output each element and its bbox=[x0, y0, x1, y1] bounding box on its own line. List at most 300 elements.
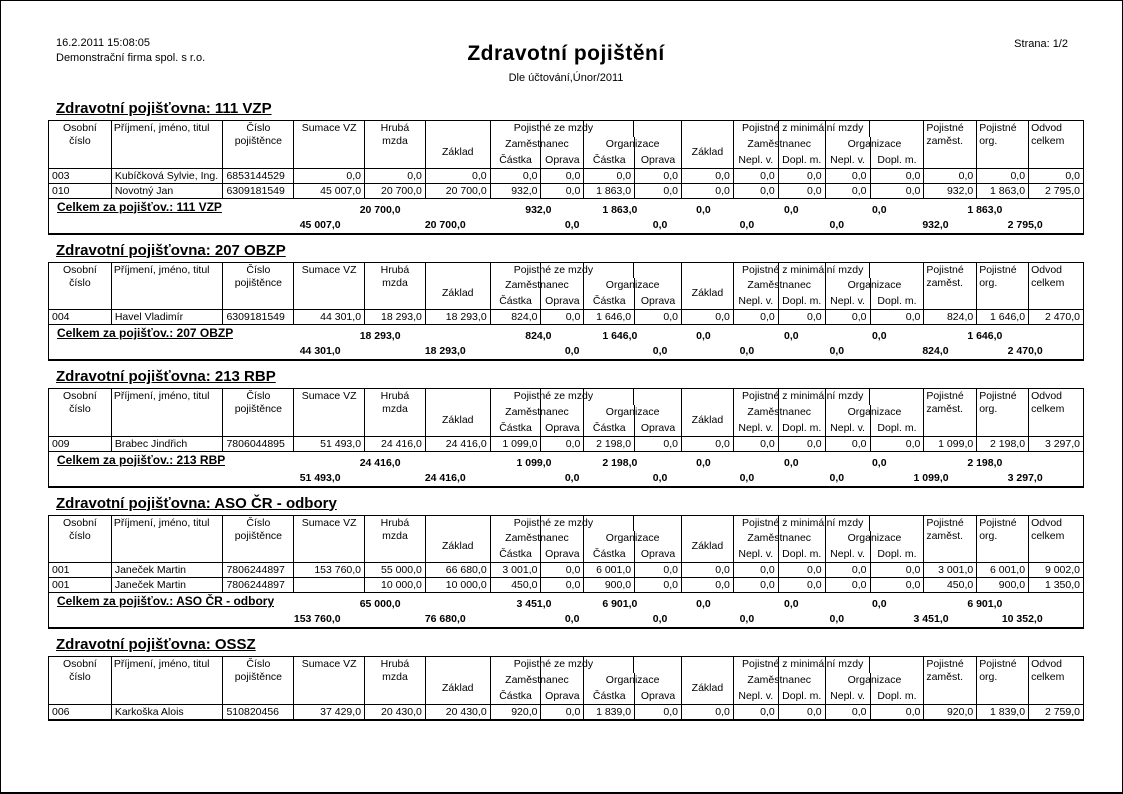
employee-cell: 824,0 bbox=[490, 310, 541, 325]
col-group-zamestnanec-mzda: Zaměstnanec bbox=[490, 278, 584, 294]
employee-cell: 0,0 bbox=[682, 183, 734, 198]
totals-row bbox=[49, 451, 1084, 487]
col-header-oprava-zam: Oprava bbox=[541, 153, 584, 169]
col-group-pojistne-z-min-mzdy: Pojistné z minimální mzdy bbox=[682, 657, 924, 673]
col-header-zaklad-min: Základ bbox=[682, 137, 734, 169]
totals-value: 3 451,0 bbox=[516, 598, 552, 610]
table-body bbox=[49, 563, 1084, 593]
employee-cell: 0,0 bbox=[635, 704, 682, 720]
totals-cell bbox=[49, 198, 1084, 234]
employee-row bbox=[49, 310, 1084, 325]
col-header-hruba-mzda: Hrubá mzda bbox=[365, 515, 426, 563]
col-header-dopl-m-zam: Dopl. m. bbox=[778, 153, 825, 169]
employee-cell: 0,0 bbox=[778, 310, 825, 325]
employee-cell: 0,0 bbox=[733, 183, 778, 198]
col-header-hruba-mzda: Hrubá mzda bbox=[365, 262, 426, 310]
col-header-dopl-m-org: Dopl. m. bbox=[870, 294, 924, 310]
section-heading: Zdravotní pojišťovna: OSSZ bbox=[56, 636, 256, 653]
totals-label: Celkem za pojišťov.: 207 OBZP bbox=[57, 326, 234, 340]
employee-cell: 44 301,0 bbox=[294, 310, 365, 325]
employee-cell: 0,0 bbox=[825, 168, 870, 183]
employee-row bbox=[49, 578, 1084, 593]
col-header-zaklad-min: Základ bbox=[682, 673, 734, 705]
totals-line-1 bbox=[49, 593, 1083, 612]
employee-cell: 0,0 bbox=[425, 168, 490, 183]
col-header-castka-org: Částka bbox=[584, 421, 635, 437]
col-header-oprava-org: Oprava bbox=[635, 421, 682, 437]
employee-cell: 0,0 bbox=[825, 183, 870, 198]
totals-value: 1 863,0 bbox=[967, 203, 1003, 216]
totals-value: 3 451,0 bbox=[913, 613, 949, 625]
employee-cell: 0,0 bbox=[870, 436, 924, 451]
table-foot bbox=[49, 451, 1084, 487]
employee-cell: 10 000,0 bbox=[365, 578, 426, 593]
employee-cell: 3 001,0 bbox=[924, 563, 977, 578]
employee-cell: 0,0 bbox=[541, 436, 584, 451]
totals-value: 0,0 bbox=[871, 598, 887, 610]
table-foot bbox=[49, 198, 1084, 234]
table-head bbox=[49, 262, 1084, 310]
employee-cell: 1 863,0 bbox=[977, 183, 1029, 198]
table-header-row-1 bbox=[49, 121, 1084, 137]
totals-value: 0,0 bbox=[829, 345, 845, 357]
col-header-sumace-vz: Sumace VZ bbox=[294, 262, 365, 310]
employee-cell: Novotný Jan bbox=[111, 183, 223, 198]
employee-cell: 0,0 bbox=[778, 704, 825, 720]
col-header-dopl-m-org: Dopl. m. bbox=[870, 689, 924, 705]
col-header-castka-zam: Částka bbox=[490, 153, 541, 169]
employee-cell: 66 680,0 bbox=[425, 563, 490, 578]
col-header-zaklad-mzda: Základ bbox=[425, 405, 490, 437]
col-header-castka-zam: Částka bbox=[490, 421, 541, 437]
employee-cell: 0,0 bbox=[778, 563, 825, 578]
totals-value: 1 646,0 bbox=[602, 330, 638, 342]
totals-value: 0,0 bbox=[784, 203, 799, 216]
employee-cell: 0,0 bbox=[870, 704, 924, 720]
totals-value: 0,0 bbox=[739, 218, 755, 231]
col-header-pojistne-org: Pojistné org. bbox=[977, 121, 1029, 169]
employee-cell: 0,0 bbox=[682, 578, 734, 593]
col-header-zaklad-min: Základ bbox=[682, 405, 734, 437]
table-body bbox=[49, 436, 1084, 451]
col-header-nepl-v-org: Nepl. v. bbox=[825, 547, 870, 563]
employee-cell: 0,0 bbox=[733, 436, 778, 451]
col-header-osobni-cislo: Osobní číslo bbox=[49, 389, 112, 437]
col-group-organizace-min: Organizace bbox=[825, 137, 924, 153]
table-header-row-1 bbox=[49, 389, 1084, 405]
col-header-nepl-v-zam: Nepl. v. bbox=[733, 689, 778, 705]
employee-cell: 001 bbox=[49, 578, 112, 593]
table-foot bbox=[49, 325, 1084, 361]
col-header-osobni-cislo: Osobní číslo bbox=[49, 262, 112, 310]
employee-cell: 010 bbox=[49, 183, 112, 198]
employee-cell: 0,0 bbox=[682, 310, 734, 325]
totals-value: 0,0 bbox=[871, 330, 887, 342]
table-header-row-1 bbox=[49, 657, 1084, 673]
col-group-organizace-min: Organizace bbox=[825, 531, 924, 547]
employee-cell: 51 493,0 bbox=[294, 436, 365, 451]
col-header-zaklad-mzda: Základ bbox=[425, 278, 490, 310]
totals-row bbox=[49, 325, 1084, 361]
employee-cell: 1 863,0 bbox=[584, 183, 635, 198]
col-header-oprava-zam: Oprava bbox=[541, 294, 584, 310]
employee-cell: 0,0 bbox=[733, 310, 778, 325]
employee-cell: Karkoška Alois bbox=[111, 704, 223, 720]
col-header-hruba-mzda: Hrubá mzda bbox=[365, 657, 426, 705]
col-header-cislo-pojistence: Číslo pojištěnce bbox=[223, 121, 294, 169]
insurance-table bbox=[48, 120, 1084, 235]
col-header-oprava-zam: Oprava bbox=[541, 421, 584, 437]
report-title: Zdravotní pojištění bbox=[467, 42, 665, 65]
employee-cell: 0,0 bbox=[825, 704, 870, 720]
employee-cell: 0,0 bbox=[825, 578, 870, 593]
report-datetime: 16.2.2011 15:08:05 bbox=[56, 37, 150, 49]
table-head bbox=[49, 657, 1084, 705]
employee-cell: 004 bbox=[49, 310, 112, 325]
col-group-zamestnanec-min: Zaměstnanec bbox=[733, 137, 825, 153]
totals-value: 0,0 bbox=[696, 456, 711, 469]
col-header-pojistne-org: Pojistné org. bbox=[977, 657, 1029, 705]
employee-cell: 6309181549 bbox=[223, 310, 294, 325]
col-header-zaklad-mzda: Základ bbox=[425, 531, 490, 563]
totals-value: 824,0 bbox=[525, 330, 552, 342]
col-group-pojistne-z-min-mzdy: Pojistné z minimální mzdy bbox=[682, 389, 924, 405]
totals-value: 24 416,0 bbox=[424, 471, 466, 484]
employee-cell: 0,0 bbox=[825, 310, 870, 325]
col-header-hruba-mzda: Hrubá mzda bbox=[365, 389, 426, 437]
employee-cell: 0,0 bbox=[541, 578, 584, 593]
totals-value: 1 863,0 bbox=[602, 203, 638, 216]
employee-cell: 900,0 bbox=[977, 578, 1029, 593]
employee-cell: 0,0 bbox=[682, 563, 734, 578]
col-group-zamestnanec-min: Zaměstnanec bbox=[733, 405, 825, 421]
col-header-cislo-pojistence: Číslo pojištěnce bbox=[223, 515, 294, 563]
report-header bbox=[48, 35, 1084, 93]
totals-value: 0,0 bbox=[784, 598, 799, 610]
employee-cell: 900,0 bbox=[584, 578, 635, 593]
totals-value: 1 099,0 bbox=[516, 456, 552, 469]
totals-value: 2 198,0 bbox=[967, 456, 1003, 469]
totals-value: 6 901,0 bbox=[967, 598, 1003, 610]
totals-value: 0,0 bbox=[652, 613, 668, 625]
col-header-nepl-v-zam: Nepl. v. bbox=[733, 153, 778, 169]
totals-value: 153 760,0 bbox=[293, 613, 341, 625]
col-group-zamestnanec-mzda: Zaměstnanec bbox=[490, 531, 584, 547]
employee-cell: 0,0 bbox=[778, 436, 825, 451]
totals-value: 20 700,0 bbox=[424, 218, 466, 231]
employee-row bbox=[49, 563, 1084, 578]
totals-cell bbox=[49, 451, 1084, 487]
col-header-pojistne-zamest: Pojistné zaměst. bbox=[924, 121, 977, 169]
totals-value: 51 493,0 bbox=[299, 471, 341, 484]
col-header-prijmeni: Příjmení, jméno, titul bbox=[111, 515, 223, 563]
col-header-dopl-m-zam: Dopl. m. bbox=[778, 294, 825, 310]
col-header-osobni-cislo: Osobní číslo bbox=[49, 515, 112, 563]
totals-value: 2 470,0 bbox=[1007, 345, 1043, 357]
col-header-nepl-v-org: Nepl. v. bbox=[825, 153, 870, 169]
totals-value: 0,0 bbox=[696, 330, 711, 342]
insurance-section bbox=[48, 368, 1084, 488]
totals-line-2 bbox=[49, 612, 1083, 627]
employee-cell: 37 429,0 bbox=[294, 704, 365, 720]
col-group-organizace-mzda: Organizace bbox=[584, 278, 682, 294]
employee-cell: 0,0 bbox=[1029, 168, 1084, 183]
employee-cell: 18 293,0 bbox=[425, 310, 490, 325]
totals-value: 18 293,0 bbox=[424, 345, 466, 357]
employee-cell: 0,0 bbox=[870, 310, 924, 325]
totals-value: 2 198,0 bbox=[602, 456, 638, 469]
page-number: Strana: 1/2 bbox=[1014, 38, 1068, 50]
totals-value: 0,0 bbox=[739, 613, 755, 625]
col-header-sumace-vz: Sumace VZ bbox=[294, 121, 365, 169]
col-header-nepl-v-zam: Nepl. v. bbox=[733, 547, 778, 563]
employee-cell: 932,0 bbox=[490, 183, 541, 198]
employee-cell: 920,0 bbox=[924, 704, 977, 720]
col-header-nepl-v-zam: Nepl. v. bbox=[733, 421, 778, 437]
section-heading: Zdravotní pojišťovna: 207 OBZP bbox=[56, 241, 286, 259]
col-header-sumace-vz: Sumace VZ bbox=[294, 657, 365, 705]
employee-cell: 1 839,0 bbox=[977, 704, 1029, 720]
totals-value: 1 099,0 bbox=[913, 471, 949, 484]
employee-cell: 0,0 bbox=[635, 168, 682, 183]
employee-cell: 10 000,0 bbox=[425, 578, 490, 593]
employee-cell: 6 001,0 bbox=[977, 563, 1029, 578]
col-header-zaklad-mzda: Základ bbox=[425, 673, 490, 705]
totals-label: Celkem za pojišťov.: ASO ČR - odbory bbox=[57, 594, 275, 608]
totals-value: 0,0 bbox=[829, 218, 845, 231]
employee-cell: 0,0 bbox=[541, 704, 584, 720]
table-header-row-1 bbox=[49, 262, 1084, 278]
employee-cell: 0,0 bbox=[778, 578, 825, 593]
employee-cell: 0,0 bbox=[541, 563, 584, 578]
employee-cell: Brabec Jindřich bbox=[111, 436, 223, 451]
table-header-row-1 bbox=[49, 515, 1084, 531]
col-header-odvod-celkem: Odvod celkem bbox=[1029, 389, 1084, 437]
col-group-organizace-min: Organizace bbox=[825, 405, 924, 421]
col-group-pojistne-ze-mzdy: Pojistné ze mzdy bbox=[425, 389, 681, 405]
totals-value: 0,0 bbox=[564, 218, 580, 231]
employee-cell: 450,0 bbox=[490, 578, 541, 593]
employee-cell: 0,0 bbox=[825, 436, 870, 451]
col-group-organizace-min: Organizace bbox=[825, 278, 924, 294]
col-header-pojistne-org: Pojistné org. bbox=[977, 515, 1029, 563]
totals-value: 0,0 bbox=[739, 471, 755, 484]
employee-cell: 20 430,0 bbox=[365, 704, 426, 720]
report-subtitle: Dle účtování,Únor/2011 bbox=[508, 72, 624, 84]
employee-cell: 2 795,0 bbox=[1029, 183, 1084, 198]
col-header-castka-org: Částka bbox=[584, 547, 635, 563]
sections-container bbox=[48, 100, 1084, 721]
employee-cell: 2 470,0 bbox=[1029, 310, 1084, 325]
employee-cell: 0,0 bbox=[584, 168, 635, 183]
totals-value: 0,0 bbox=[871, 203, 887, 216]
employee-cell: 18 293,0 bbox=[365, 310, 426, 325]
col-header-oprava-org: Oprava bbox=[635, 294, 682, 310]
col-header-osobni-cislo: Osobní číslo bbox=[49, 657, 112, 705]
col-header-hruba-mzda: Hrubá mzda bbox=[365, 121, 426, 169]
employee-cell: 0,0 bbox=[825, 563, 870, 578]
employee-cell: 0,0 bbox=[870, 168, 924, 183]
col-header-nepl-v-org: Nepl. v. bbox=[825, 421, 870, 437]
col-group-pojistne-z-min-mzdy: Pojistné z minimální mzdy bbox=[682, 121, 924, 137]
employee-cell: 1 839,0 bbox=[584, 704, 635, 720]
totals-line-2 bbox=[49, 471, 1083, 486]
employee-cell: 0,0 bbox=[682, 704, 734, 720]
employee-cell: 7806244897 bbox=[223, 578, 294, 593]
col-header-odvod-celkem: Odvod celkem bbox=[1029, 121, 1084, 169]
col-group-organizace-mzda: Organizace bbox=[584, 531, 682, 547]
col-group-pojistne-ze-mzdy: Pojistné ze mzdy bbox=[425, 657, 681, 673]
col-group-organizace-mzda: Organizace bbox=[584, 405, 682, 421]
employee-cell: 0,0 bbox=[635, 563, 682, 578]
employee-cell: Kubíčková Sylvie, Ing. bbox=[111, 168, 223, 183]
employee-cell: 0,0 bbox=[924, 168, 977, 183]
col-header-castka-zam: Částka bbox=[490, 294, 541, 310]
employee-row bbox=[49, 704, 1084, 720]
employee-cell: 20 700,0 bbox=[365, 183, 426, 198]
totals-line-2 bbox=[49, 344, 1083, 359]
col-header-pojistne-org: Pojistné org. bbox=[977, 389, 1029, 437]
employee-cell: 1 350,0 bbox=[1029, 578, 1084, 593]
col-header-dopl-m-zam: Dopl. m. bbox=[778, 421, 825, 437]
totals-line-1 bbox=[49, 199, 1083, 218]
employee-cell: 009 bbox=[49, 436, 112, 451]
employee-cell bbox=[294, 578, 365, 593]
section-heading: Zdravotní pojišťovna: 213 RBP bbox=[56, 368, 276, 385]
insurance-table bbox=[48, 262, 1084, 362]
employee-cell: 7806044895 bbox=[223, 436, 294, 451]
totals-value: 932,0 bbox=[922, 218, 949, 231]
report-meta bbox=[56, 36, 205, 66]
employee-row bbox=[49, 168, 1084, 183]
section-heading: Zdravotní pojišťovna: 111 VZP bbox=[56, 100, 272, 117]
col-header-castka-org: Částka bbox=[584, 689, 635, 705]
col-header-oprava-org: Oprava bbox=[635, 547, 682, 563]
employee-cell: 450,0 bbox=[924, 578, 977, 593]
col-header-pojistne-org: Pojistné org. bbox=[977, 262, 1029, 310]
employee-row bbox=[49, 183, 1084, 198]
employee-cell: 0,0 bbox=[733, 704, 778, 720]
totals-row bbox=[49, 198, 1084, 234]
employee-cell: 0,0 bbox=[977, 168, 1029, 183]
col-group-organizace-mzda: Organizace bbox=[584, 137, 682, 153]
table-body bbox=[49, 704, 1084, 720]
col-group-zamestnanec-min: Zaměstnanec bbox=[733, 278, 825, 294]
employee-cell: 0,0 bbox=[870, 578, 924, 593]
totals-value: 44 301,0 bbox=[299, 345, 341, 357]
employee-cell: 510820456 bbox=[223, 704, 294, 720]
insurance-section bbox=[48, 242, 1084, 362]
employee-cell: 20 430,0 bbox=[425, 704, 490, 720]
employee-cell: 0,0 bbox=[635, 310, 682, 325]
col-header-zaklad-min: Základ bbox=[682, 531, 734, 563]
employee-cell: 0,0 bbox=[635, 578, 682, 593]
totals-value: 2 795,0 bbox=[1007, 218, 1043, 231]
employee-cell: 2 198,0 bbox=[977, 436, 1029, 451]
employee-cell: 20 700,0 bbox=[425, 183, 490, 198]
employee-cell: 0,0 bbox=[870, 563, 924, 578]
totals-value: 45 007,0 bbox=[299, 218, 341, 231]
col-header-nepl-v-org: Nepl. v. bbox=[825, 689, 870, 705]
col-group-pojistne-z-min-mzdy: Pojistné z minimální mzdy bbox=[682, 262, 924, 278]
col-header-odvod-celkem: Odvod celkem bbox=[1029, 657, 1084, 705]
col-header-oprava-zam: Oprava bbox=[541, 547, 584, 563]
employee-cell: 006 bbox=[49, 704, 112, 720]
col-header-dopl-m-zam: Dopl. m. bbox=[778, 689, 825, 705]
employee-cell: 0,0 bbox=[490, 168, 541, 183]
employee-cell: 3 297,0 bbox=[1029, 436, 1084, 451]
col-header-prijmeni: Příjmení, jméno, titul bbox=[111, 389, 223, 437]
section-heading: Zdravotní pojišťovna: ASO ČR - odbory bbox=[56, 494, 337, 512]
employee-cell: 0,0 bbox=[682, 168, 734, 183]
col-header-sumace-vz: Sumace VZ bbox=[294, 515, 365, 563]
employee-cell: 003 bbox=[49, 168, 112, 183]
totals-value: 824,0 bbox=[922, 345, 949, 357]
totals-value: 6 901,0 bbox=[602, 598, 638, 610]
totals-value: 0,0 bbox=[564, 471, 580, 484]
insurance-table bbox=[48, 515, 1084, 630]
col-header-sumace-vz: Sumace VZ bbox=[294, 389, 365, 437]
col-header-pojistne-zamest: Pojistné zaměst. bbox=[924, 389, 977, 437]
totals-value: 0,0 bbox=[784, 456, 799, 469]
table-body bbox=[49, 168, 1084, 198]
employee-cell: 1 099,0 bbox=[924, 436, 977, 451]
col-header-dopl-m-zam: Dopl. m. bbox=[778, 547, 825, 563]
col-group-zamestnanec-mzda: Zaměstnanec bbox=[490, 405, 584, 421]
col-header-cislo-pojistence: Číslo pojištěnce bbox=[223, 389, 294, 437]
col-group-organizace-min: Organizace bbox=[825, 673, 924, 689]
col-group-pojistne-ze-mzdy: Pojistné ze mzdy bbox=[425, 515, 681, 531]
employee-cell: 24 416,0 bbox=[365, 436, 426, 451]
totals-value: 0,0 bbox=[696, 203, 711, 216]
col-group-zamestnanec-min: Zaměstnanec bbox=[733, 673, 825, 689]
employee-cell: 2 759,0 bbox=[1029, 704, 1084, 720]
insurance-section bbox=[48, 495, 1084, 630]
col-header-zaklad-min: Základ bbox=[682, 278, 734, 310]
totals-value: 24 416,0 bbox=[359, 456, 401, 469]
employee-cell: 1 099,0 bbox=[490, 436, 541, 451]
col-header-osobni-cislo: Osobní číslo bbox=[49, 121, 112, 169]
col-group-pojistne-ze-mzdy: Pojistné ze mzdy bbox=[425, 262, 681, 278]
employee-cell: 920,0 bbox=[490, 704, 541, 720]
employee-cell: Janeček Martin bbox=[111, 578, 223, 593]
table-body bbox=[49, 310, 1084, 325]
totals-value: 0,0 bbox=[696, 598, 711, 610]
employee-cell: 2 198,0 bbox=[584, 436, 635, 451]
col-header-pojistne-zamest: Pojistné zaměst. bbox=[924, 657, 977, 705]
col-header-odvod-celkem: Odvod celkem bbox=[1029, 515, 1084, 563]
employee-cell: 0,0 bbox=[682, 436, 734, 451]
employee-cell: 0,0 bbox=[365, 168, 426, 183]
totals-value: 0,0 bbox=[652, 345, 668, 357]
employee-cell: 0,0 bbox=[294, 168, 365, 183]
col-header-dopl-m-org: Dopl. m. bbox=[870, 547, 924, 563]
col-header-pojistne-zamest: Pojistné zaměst. bbox=[924, 515, 977, 563]
table-foot bbox=[49, 593, 1084, 629]
employee-cell: 6853144529 bbox=[223, 168, 294, 183]
col-header-dopl-m-org: Dopl. m. bbox=[870, 153, 924, 169]
totals-value: 20 700,0 bbox=[359, 203, 401, 216]
employee-cell: 55 000,0 bbox=[365, 563, 426, 578]
col-header-castka-org: Částka bbox=[584, 294, 635, 310]
employee-cell: 0,0 bbox=[635, 183, 682, 198]
col-group-zamestnanec-mzda: Zaměstnanec bbox=[490, 137, 584, 153]
employee-cell: Janeček Martin bbox=[111, 563, 223, 578]
table-head bbox=[49, 121, 1084, 169]
employee-cell: 0,0 bbox=[541, 310, 584, 325]
insurance-section bbox=[48, 636, 1084, 721]
table-head bbox=[49, 389, 1084, 437]
